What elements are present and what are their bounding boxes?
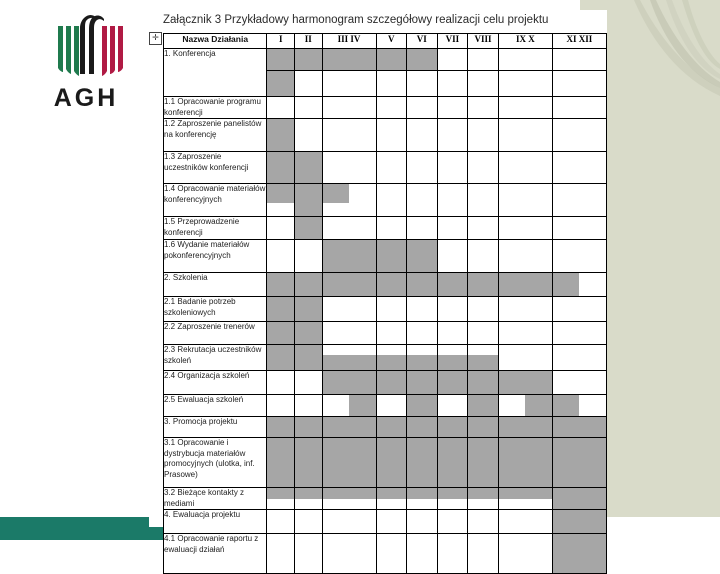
- gantt-cell: [294, 97, 322, 119]
- gantt-cell: [468, 273, 499, 297]
- row-label: 4. Ewaluacja projektu: [164, 510, 267, 534]
- gantt-cell: [322, 240, 376, 273]
- gantt-cell: [406, 240, 437, 273]
- gantt-cell: [552, 395, 606, 417]
- header-month-11-12: XI XII: [552, 34, 606, 49]
- header-month-8: VIII: [468, 34, 499, 49]
- gantt-cell: [498, 297, 552, 322]
- gantt-cell: [498, 152, 552, 184]
- agh-wordmark: AGH: [53, 84, 119, 112]
- document-title: Załącznik 3 Przykładowy harmonogram szczegółowy realizacji celu projektu: [163, 14, 549, 26]
- row-label: 2.4 Organizacja szkoleń: [164, 371, 267, 395]
- gantt-cell: [294, 345, 322, 371]
- gantt-cell: [498, 395, 552, 417]
- table-row: [164, 345, 607, 371]
- table-row: [164, 273, 607, 297]
- gantt-cell: [468, 297, 499, 322]
- gantt-cell: [498, 488, 552, 510]
- row-label: 2. Szkolenia: [164, 273, 267, 297]
- gantt-cell: [294, 71, 322, 97]
- gantt-cell: [376, 438, 406, 488]
- gantt-cell: [468, 71, 499, 97]
- gantt-cell: [552, 152, 606, 184]
- row-label: 2.5 Ewaluacja szkoleń: [164, 395, 267, 417]
- gantt-cell: [267, 240, 294, 273]
- gantt-cell: [437, 71, 468, 97]
- table-row: [164, 240, 607, 273]
- table-row: [164, 371, 607, 395]
- row-label: 3.2 Bieżące kontakty z mediami: [164, 488, 267, 510]
- row-label: 1.2 Zaproszenie panelistów na konferencję: [164, 119, 267, 152]
- gantt-cell: [468, 417, 499, 438]
- table-row: [164, 395, 607, 417]
- table-row: [164, 438, 607, 488]
- gantt-cell: [294, 322, 322, 345]
- gantt-cell: [267, 297, 294, 322]
- gantt-cell: [322, 297, 376, 322]
- gantt-cell: [267, 217, 294, 240]
- gantt-cell: [406, 417, 437, 438]
- gantt-cell: [322, 152, 376, 184]
- gantt-cell: [437, 49, 468, 71]
- gantt-cell: [406, 49, 437, 71]
- gantt-cell: [498, 273, 552, 297]
- gantt-cell: [552, 438, 606, 488]
- gantt-cell: [468, 395, 499, 417]
- gantt-cell: [437, 273, 468, 297]
- embedded-document-object[interactable]: [149, 10, 607, 554]
- gantt-cell: [406, 184, 437, 217]
- table-row: [164, 184, 607, 217]
- gantt-cell: [322, 488, 376, 510]
- gantt-cell: [552, 240, 606, 273]
- gantt-cell: [437, 297, 468, 322]
- gantt-cell: [468, 510, 499, 534]
- gantt-cell: [376, 297, 406, 322]
- gantt-cell: [498, 322, 552, 345]
- gantt-table: [163, 33, 607, 574]
- gantt-cell: [437, 488, 468, 510]
- gantt-cell: [376, 217, 406, 240]
- gantt-cell: [437, 395, 468, 417]
- gantt-cell: [437, 322, 468, 345]
- gantt-cell: [552, 488, 606, 510]
- gantt-cell: [294, 273, 322, 297]
- gantt-cell: [376, 184, 406, 217]
- gantt-cell: [552, 97, 606, 119]
- gantt-cell: [294, 184, 322, 217]
- gantt-cell: [406, 71, 437, 97]
- gantt-cell: [406, 510, 437, 534]
- gantt-cell: [267, 184, 294, 217]
- gantt-cell: [267, 345, 294, 371]
- gantt-cell: [498, 510, 552, 534]
- table-row: [164, 488, 607, 510]
- gantt-cell: [322, 345, 376, 371]
- gantt-cell: [376, 322, 406, 345]
- table-header-row: [164, 34, 607, 49]
- row-label: 1.5 Przeprowadzenie konferencji: [164, 217, 267, 240]
- gantt-cell: [322, 119, 376, 152]
- table-row: [164, 297, 607, 322]
- gantt-cell: [376, 273, 406, 297]
- gantt-cell: [468, 152, 499, 184]
- gantt-cell: [406, 217, 437, 240]
- gantt-cell: [376, 71, 406, 97]
- gantt-cell: [267, 97, 294, 119]
- gantt-cell: [437, 438, 468, 488]
- header-month-5: V: [376, 34, 406, 49]
- header-month-2: II: [294, 34, 322, 49]
- gantt-cell: [437, 152, 468, 184]
- gantt-cell: [552, 297, 606, 322]
- row-label: 1.1 Opracowanie programu konferencji: [164, 97, 267, 119]
- gantt-cell: [267, 371, 294, 395]
- gantt-cell: [322, 184, 376, 217]
- gantt-cell: [294, 217, 322, 240]
- gantt-cell: [406, 345, 437, 371]
- gantt-cell: [322, 371, 376, 395]
- gantt-cell: [406, 152, 437, 184]
- gantt-cell: [267, 49, 294, 71]
- table-row: [164, 152, 607, 184]
- gantt-cell: [437, 119, 468, 152]
- gantt-cell: [437, 97, 468, 119]
- gantt-cell: [376, 345, 406, 371]
- gantt-cell: [322, 395, 376, 417]
- gantt-cell: [468, 49, 499, 71]
- gantt-cell: [376, 240, 406, 273]
- gantt-cell: [267, 510, 294, 534]
- gantt-cell: [322, 71, 376, 97]
- gantt-cell: [294, 371, 322, 395]
- gantt-cell: [552, 217, 606, 240]
- gantt-cell: [468, 119, 499, 152]
- gantt-cell: [498, 119, 552, 152]
- gantt-cell: [552, 371, 606, 395]
- gantt-cell: [437, 184, 468, 217]
- row-label: 2.3 Rekrutacja uczestników szkoleń: [164, 345, 267, 371]
- gantt-cell: [468, 240, 499, 273]
- row-label: 2.1 Badanie potrzeb szkoleniowych: [164, 297, 267, 322]
- header-name-column: Nazwa Działania: [164, 34, 267, 49]
- gantt-cell: [267, 273, 294, 297]
- table-row: [164, 119, 607, 152]
- gantt-cell: [468, 371, 499, 395]
- row-label: 4.1 Opracowanie raportu z ewaluacji działań: [164, 534, 267, 574]
- gantt-cell: [294, 417, 322, 438]
- header-month-1: I: [267, 34, 294, 49]
- gantt-cell: [267, 438, 294, 488]
- gantt-cell: [552, 417, 606, 438]
- gantt-cell: [552, 510, 606, 534]
- header-month-6: VI: [406, 34, 437, 49]
- gantt-cell: [294, 488, 322, 510]
- table-row: [164, 217, 607, 240]
- gantt-cell: [552, 273, 606, 297]
- gantt-cell: [376, 488, 406, 510]
- gantt-cell: [406, 119, 437, 152]
- gantt-cell: [267, 395, 294, 417]
- row-label: 1.3 Zaproszenie uczestników konferencji: [164, 152, 267, 184]
- gantt-cell: [322, 97, 376, 119]
- gantt-cell: [498, 49, 552, 71]
- gantt-cell: [267, 322, 294, 345]
- gantt-cell: [267, 152, 294, 184]
- gantt-cell: [322, 438, 376, 488]
- gantt-cell: [437, 240, 468, 273]
- gantt-cell: [437, 371, 468, 395]
- gantt-cell: [498, 345, 552, 371]
- gantt-cell: [468, 97, 499, 119]
- gantt-cell: [267, 417, 294, 438]
- gantt-cell: [498, 240, 552, 273]
- header-month-3-4: III IV: [322, 34, 376, 49]
- gantt-cell: [406, 395, 437, 417]
- gantt-cell: [376, 119, 406, 152]
- gantt-cell: [267, 119, 294, 152]
- gantt-cell: [468, 184, 499, 217]
- gantt-cell: [322, 217, 376, 240]
- gantt-cell: [294, 297, 322, 322]
- gantt-cell: [552, 184, 606, 217]
- row-label: 1.4 Opracowanie materiałów konferencyjnych: [164, 184, 267, 217]
- row-label: 3. Promocja projektu: [164, 417, 267, 438]
- gantt-cell: [498, 438, 552, 488]
- gantt-cell: [406, 97, 437, 119]
- gantt-cell: [552, 322, 606, 345]
- gantt-cell: [468, 217, 499, 240]
- gantt-cell: [406, 322, 437, 345]
- gantt-cell: [552, 345, 606, 371]
- row-label: 1.6 Wydanie materiałów pokonferencyjnych: [164, 240, 267, 273]
- gantt-cell: [376, 49, 406, 71]
- object-move-handle[interactable]: ✛: [149, 32, 162, 45]
- gantt-cell: [437, 217, 468, 240]
- gantt-cell: [468, 438, 499, 488]
- gantt-cell: [376, 152, 406, 184]
- table-row: [164, 97, 607, 119]
- row-label: 1. Konferencja: [164, 49, 267, 97]
- gantt-cell: [376, 417, 406, 438]
- gantt-cell: [498, 417, 552, 438]
- gantt-cell: [552, 119, 606, 152]
- agh-logo: [40, 12, 132, 112]
- gantt-cell: [498, 217, 552, 240]
- gantt-cell: [437, 510, 468, 534]
- gantt-cell: [267, 488, 294, 510]
- gantt-cell: [498, 184, 552, 217]
- table-row: [164, 510, 607, 534]
- gantt-cell: [468, 488, 499, 510]
- gantt-cell: [437, 345, 468, 371]
- gantt-cell: [294, 152, 322, 184]
- gantt-cell: [294, 240, 322, 273]
- gantt-cell: [376, 97, 406, 119]
- header-month-9-10: IX X: [498, 34, 552, 49]
- gantt-cell: [322, 273, 376, 297]
- gantt-cell: [406, 438, 437, 488]
- gantt-cell: [322, 417, 376, 438]
- row-label: 2.2 Zaproszenie trenerów: [164, 322, 267, 345]
- gantt-cell: [468, 345, 499, 371]
- gantt-cell: [294, 510, 322, 534]
- gantt-cell: [498, 97, 552, 119]
- gantt-cell: [294, 395, 322, 417]
- table-row: [164, 49, 607, 71]
- gantt-cell: [437, 417, 468, 438]
- gantt-cell: [498, 71, 552, 97]
- gantt-cell: [406, 273, 437, 297]
- gantt-cell: [552, 71, 606, 97]
- header-month-7: VII: [437, 34, 468, 49]
- gantt-cell: [322, 510, 376, 534]
- gantt-cell: [294, 438, 322, 488]
- gantt-cell: [498, 371, 552, 395]
- gantt-cell: [376, 395, 406, 417]
- gantt-cell: [406, 297, 437, 322]
- gantt-cell: [376, 371, 406, 395]
- row-label: 3.1 Opracowanie i dystrybucja materiałów promocyjnych (ulotka, inf. Prasowe): [164, 438, 267, 488]
- gantt-cell: [267, 71, 294, 97]
- gantt-cell: [406, 488, 437, 510]
- gantt-cell: [552, 49, 606, 71]
- gantt-cell: [294, 119, 322, 152]
- table-row: [164, 322, 607, 345]
- gantt-cell: [376, 510, 406, 534]
- gantt-cell: [468, 322, 499, 345]
- gantt-cell: [322, 322, 376, 345]
- gantt-cell: [294, 49, 322, 71]
- table-row: [164, 417, 607, 438]
- gantt-cell: [322, 49, 376, 71]
- gantt-cell: [406, 371, 437, 395]
